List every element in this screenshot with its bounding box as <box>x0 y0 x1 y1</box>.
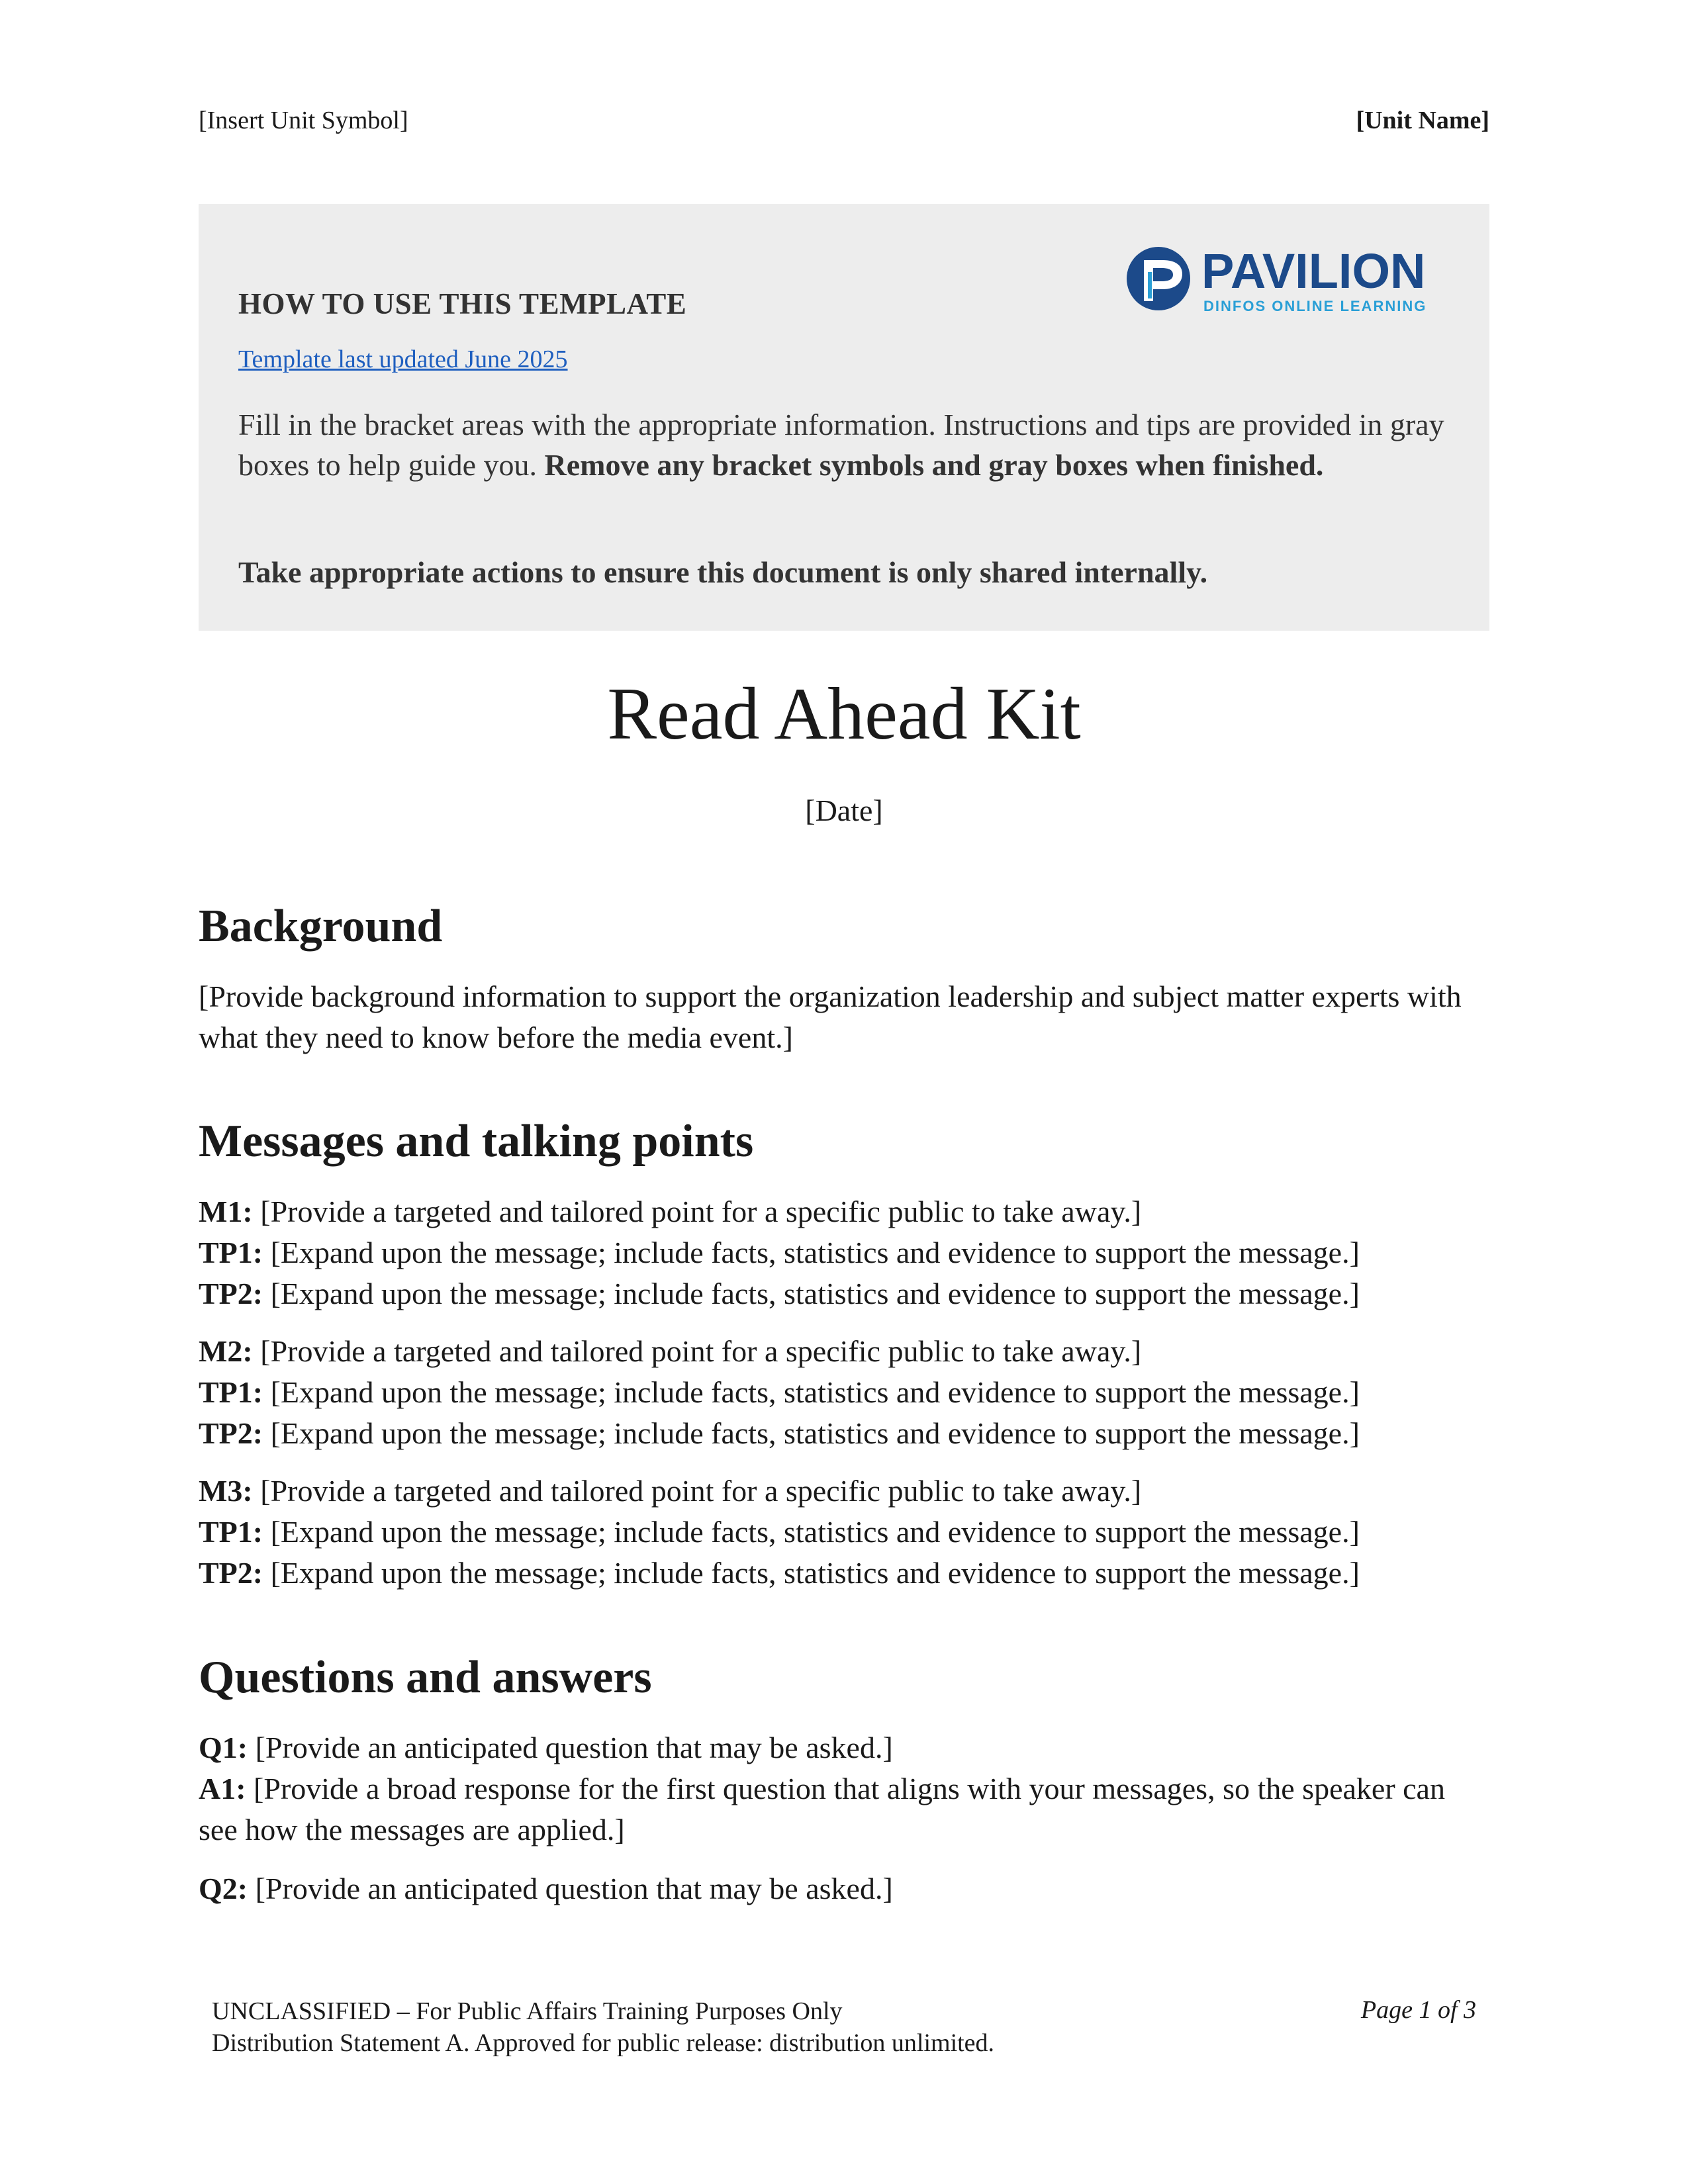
internal-sharing-note: Take appropriate actions to ensure this document is only shared internally. <box>238 555 1208 589</box>
messages-heading: Messages and talking points <box>199 1116 754 1167</box>
template-instructions <box>238 404 1450 485</box>
template-instructions-box <box>199 204 1489 631</box>
talking-point-line: TP1: [Expand upon the message; include facts, statistics and evidence to support the message.] <box>199 1375 1360 1409</box>
template-heading: HOW TO USE THIS TEMPLATE <box>238 287 687 320</box>
talking-point-line: TP1: [Expand upon the message; include facts, statistics and evidence to support the message.] <box>199 1236 1360 1269</box>
distribution-line: Distribution Statement A. Approved for public release: distribution unlimited. <box>212 2029 995 2057</box>
question-line: Q2: [Provide an anticipated question that may be asked.] <box>199 1872 893 1905</box>
pavilion-logo-tagline: DINFOS ONLINE LEARNING <box>1203 298 1427 314</box>
pavilion-logo <box>1125 240 1456 320</box>
page-number: Page 1 of 3 <box>1360 1996 1476 2024</box>
classification-line: UNCLASSIFIED – For Public Affairs Training Purposes Only <box>212 1997 843 2025</box>
qa-heading: Questions and answers <box>199 1652 652 1703</box>
background-heading: Background <box>199 901 443 952</box>
instructions-bold-text: Remove any bracket symbols and gray boxes when finished. <box>544 448 1324 482</box>
message-group-3 <box>199 1471 1489 1594</box>
background-text: [Provide background information to support the organization leadership and subject matter experts with what they need to know before the media event.] <box>199 979 1462 1054</box>
message-group-1 <box>199 1191 1489 1314</box>
message-line: M2: [Provide a targeted and tailored point for a specific public to take away.] <box>199 1334 1142 1368</box>
document-date: [Date] <box>805 794 883 827</box>
question-line: Q1: [Provide an anticipated question that may be asked.] <box>199 1731 893 1764</box>
qa-pair-2 <box>199 1868 1489 1909</box>
unit-symbol: [Insert Unit Symbol] <box>199 107 408 134</box>
talking-point-line: TP2: [Expand upon the message; include facts, statistics and evidence to support the message.] <box>199 1277 1360 1310</box>
message-line: M1: [Provide a targeted and tailored point for a specific public to take away.] <box>199 1195 1142 1228</box>
talking-point-line: TP1: [Expand upon the message; include facts, statistics and evidence to support the message.] <box>199 1515 1360 1549</box>
message-group-2 <box>199 1331 1489 1454</box>
instructions-text: Fill in the bracket areas with the appropriate information. Instructions and tips are provided in gray boxes to help guide you. <box>238 408 1444 482</box>
qa-pair-1 <box>199 1727 1489 1850</box>
template-updated-link[interactable]: Template last updated June 2025 <box>238 345 568 373</box>
answer-line: A1: [Provide a broad response for the first question that aligns with your messages, so the speaker can see how the messages are applied.] <box>199 1772 1445 1846</box>
talking-point-line: TP2: [Expand upon the message; include facts, statistics and evidence to support the message.] <box>199 1556 1360 1590</box>
talking-point-line: TP2: [Expand upon the message; include facts, statistics and evidence to support the message.] <box>199 1416 1360 1450</box>
unit-name: [Unit Name] <box>1356 107 1489 134</box>
document-title: Read Ahead Kit <box>607 673 1081 755</box>
pavilion-logo-name: PAVILION <box>1201 244 1426 298</box>
message-line: M3: [Provide a targeted and tailored point for a specific public to take away.] <box>199 1474 1142 1508</box>
footer-statement <box>212 1995 994 2059</box>
